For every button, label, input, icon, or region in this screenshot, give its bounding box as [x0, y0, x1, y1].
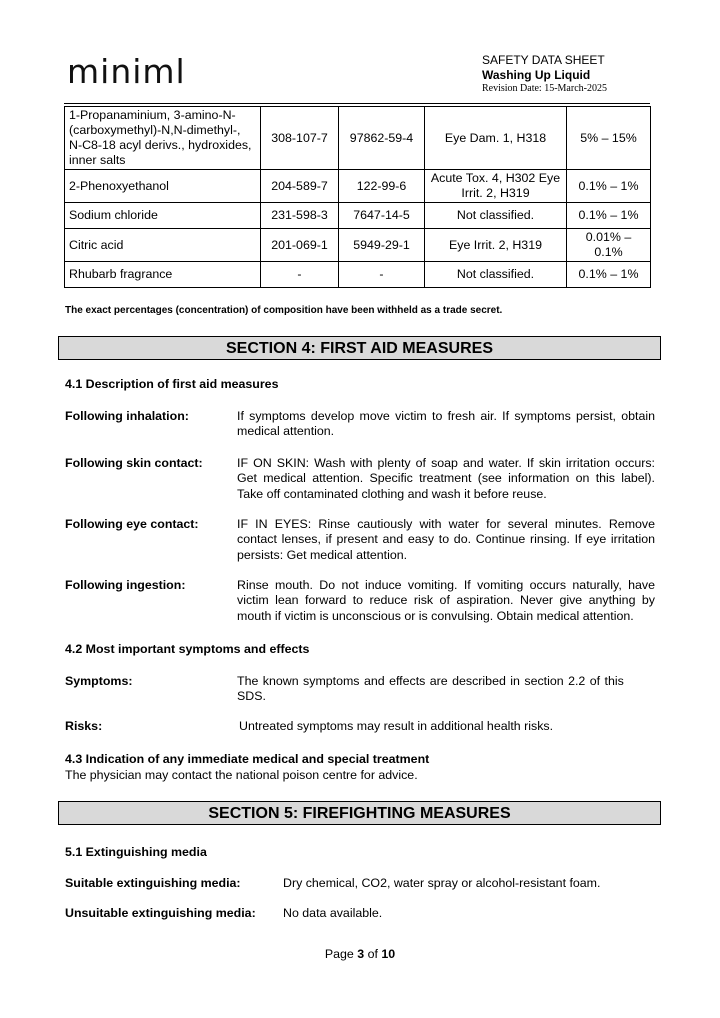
cas-number: 5949-29-1	[339, 229, 425, 262]
cas-number: 97862-59-4	[339, 107, 425, 170]
classification: Not classified.	[425, 262, 567, 288]
product-name: Washing Up Liquid	[482, 68, 591, 82]
page-number: 3	[357, 947, 365, 961]
suitable-media-text: Dry chemical, CO2, water spray or alcohol-resistant foam.	[283, 876, 601, 890]
classification: Eye Dam. 1, H318	[425, 107, 567, 170]
table-row	[65, 203, 651, 229]
substance-name: 2-Phenoxyethanol	[65, 170, 261, 203]
symptoms-text: The known symptoms and effects are described in section 2.2 of this SDS.	[237, 674, 624, 704]
doc-type: SAFETY DATA SHEET	[482, 53, 605, 67]
symptoms-label: Symptoms:	[65, 674, 133, 688]
ec-number: -	[261, 262, 339, 288]
table-row	[65, 170, 651, 203]
substance-name: Sodium chloride	[65, 203, 261, 229]
page-word: Page	[324, 947, 354, 961]
unsuitable-media-label: Unsuitable extinguishing media:	[65, 906, 256, 920]
ingestion-text: Rinse mouth. Do not induce vomiting. If vomiting occurs naturally, have victim lean forward to reduce risk of aspiration. Never give anything by mouth if victim is unconscious or is convulsing. Obtain medical attention.	[237, 578, 655, 623]
table-row	[65, 107, 651, 170]
page-footer	[0, 947, 720, 961]
cas-number: 7647-14-5	[339, 203, 425, 229]
ec-number: 204-589-7	[261, 170, 339, 203]
of-word: of	[367, 947, 378, 961]
subsection-5-1: 5.1 Extinguishing media	[65, 845, 207, 859]
page-total: 10	[381, 947, 396, 961]
skin-contact-label: Following skin contact:	[65, 456, 203, 470]
substance-name: Rhubarb fragrance	[65, 262, 261, 288]
subsection-4-3-text: The physician may contact the national poison centre for advice.	[65, 768, 418, 782]
skin-contact-text: IF ON SKIN: Wash with plenty of soap and water. If skin irritation occurs: Get medical attention. Specific treatment (see information on this label). Take off contaminated clothing and wash it before reuse.	[237, 456, 655, 501]
ec-number: 308-107-7	[261, 107, 339, 170]
concentration: 0.1% – 1%	[567, 170, 651, 203]
substance-name: 1-Propanaminium, 3-amino-N-(carboxymethyl)-N,N-dimethyl-, N-C8-18 acyl derivs., hydroxides, inner salts	[65, 107, 261, 170]
header-divider	[64, 103, 650, 104]
concentration: 0.1% – 1%	[567, 203, 651, 229]
cas-number: 122-99-6	[339, 170, 425, 203]
brand-logo: miniml	[67, 52, 186, 91]
risks-text: Untreated symptoms may result in additional health risks.	[239, 719, 554, 733]
trade-secret-note: The exact percentages (concentration) of composition have been withheld as a trade secret.	[65, 305, 503, 316]
ec-number: 201-069-1	[261, 229, 339, 262]
subsection-4-1: 4.1 Description of first aid measures	[65, 377, 279, 391]
composition-table	[64, 106, 651, 288]
inhalation-text: If symptoms develop move victim to fresh air. If symptoms persist, obtain medical attention.	[237, 409, 655, 439]
subsection-4-3: 4.3 Indication of any immediate medical and special treatment	[65, 752, 430, 766]
risks-label: Risks:	[65, 719, 103, 733]
substance-name: Citric acid	[65, 229, 261, 262]
classification: Acute Tox. 4, H302 Eye Irrit. 2, H319	[425, 170, 567, 203]
suitable-media-label: Suitable extinguishing media:	[65, 876, 241, 890]
unsuitable-media-text: No data available.	[283, 906, 383, 920]
concentration: 0.01% – 0.1%	[567, 229, 651, 262]
ec-number: 231-598-3	[261, 203, 339, 229]
section-4-heading: SECTION 4: FIRST AID MEASURES	[58, 336, 661, 360]
ingestion-label: Following ingestion:	[65, 578, 186, 592]
eye-contact-label: Following eye contact:	[65, 517, 199, 531]
concentration: 0.1% – 1%	[567, 262, 651, 288]
concentration: 5% – 15%	[567, 107, 651, 170]
revision-date: Revision Date: 15-March-2025	[482, 83, 607, 94]
table-row	[65, 229, 651, 262]
section-5-heading: SECTION 5: FIREFIGHTING MEASURES	[58, 801, 661, 825]
eye-contact-text: IF IN EYES: Rinse cautiously with water for several minutes. Remove contact lenses, if present and easy to do. Continue rinsing. If eye irritation persists: Get medical attention.	[237, 517, 655, 562]
subsection-4-2: 4.2 Most important symptoms and effects	[65, 642, 310, 656]
inhalation-label: Following inhalation:	[65, 409, 189, 423]
table-row	[65, 262, 651, 288]
document-header	[482, 53, 607, 95]
cas-number: -	[339, 262, 425, 288]
classification: Not classified.	[425, 203, 567, 229]
classification: Eye Irrit. 2, H319	[425, 229, 567, 262]
